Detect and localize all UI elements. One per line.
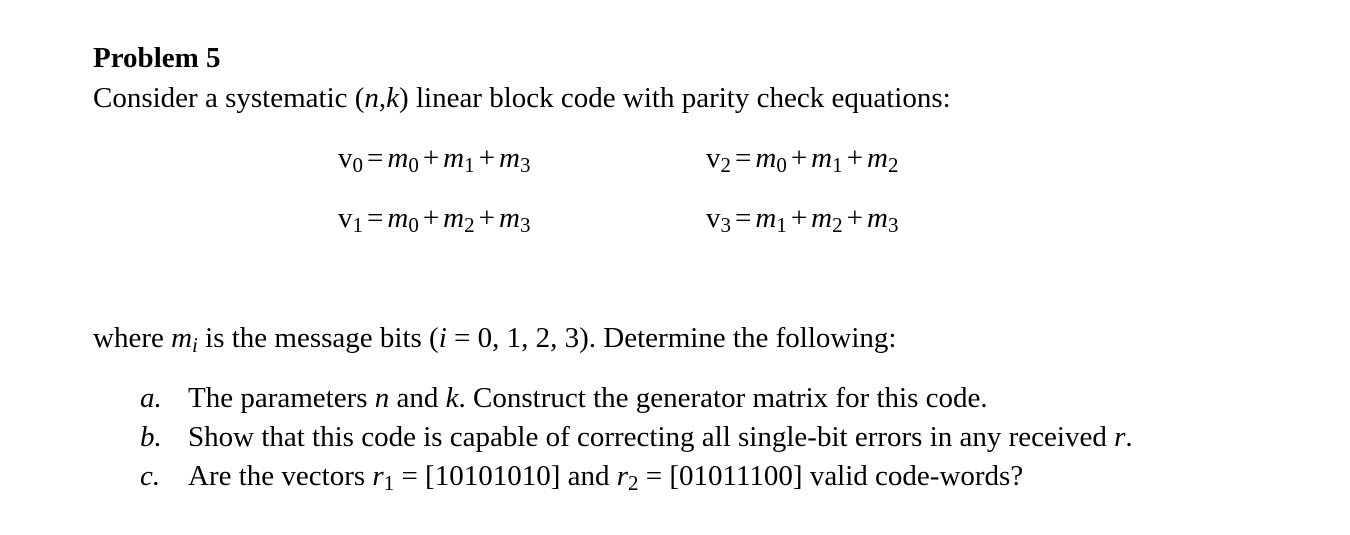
item-marker: c. — [140, 460, 161, 492]
equation-v1: $v_1 = m_0 + m_2 + m_3$ — [338, 202, 531, 237]
list-item-a: a. The parameters n and k. Construct the generator matrix for this code. — [140, 382, 988, 414]
item-marker: b. — [140, 421, 162, 453]
equation-v3: $v_3 = m_1 + m_2 + m_3$ — [706, 202, 899, 237]
list-item-b: b. Show that this code is capable of correcting all single-bit errors in any received r. — [140, 421, 1133, 453]
list-item-c: c. Are the vectors $r_1 = [10101010]$ and $r_2 = [01011100]$ valid code-words? — [140, 460, 1024, 495]
problem-intro: Consider a systematic (n,k) linear block code with parity check equations: — [93, 82, 951, 114]
equation-v2: $v_2 = m_0 + m_1 + m_2$ — [706, 142, 899, 177]
problem-title: Problem 5 — [93, 42, 221, 74]
item-marker: a. — [140, 382, 162, 414]
where-statement: where $m_i$ is the message bits (i = 0, 1, 2, 3). Determine the following: — [93, 322, 897, 357]
equation-v0: $v_0 = m_0 + m_1 + m_3$ — [338, 142, 531, 177]
